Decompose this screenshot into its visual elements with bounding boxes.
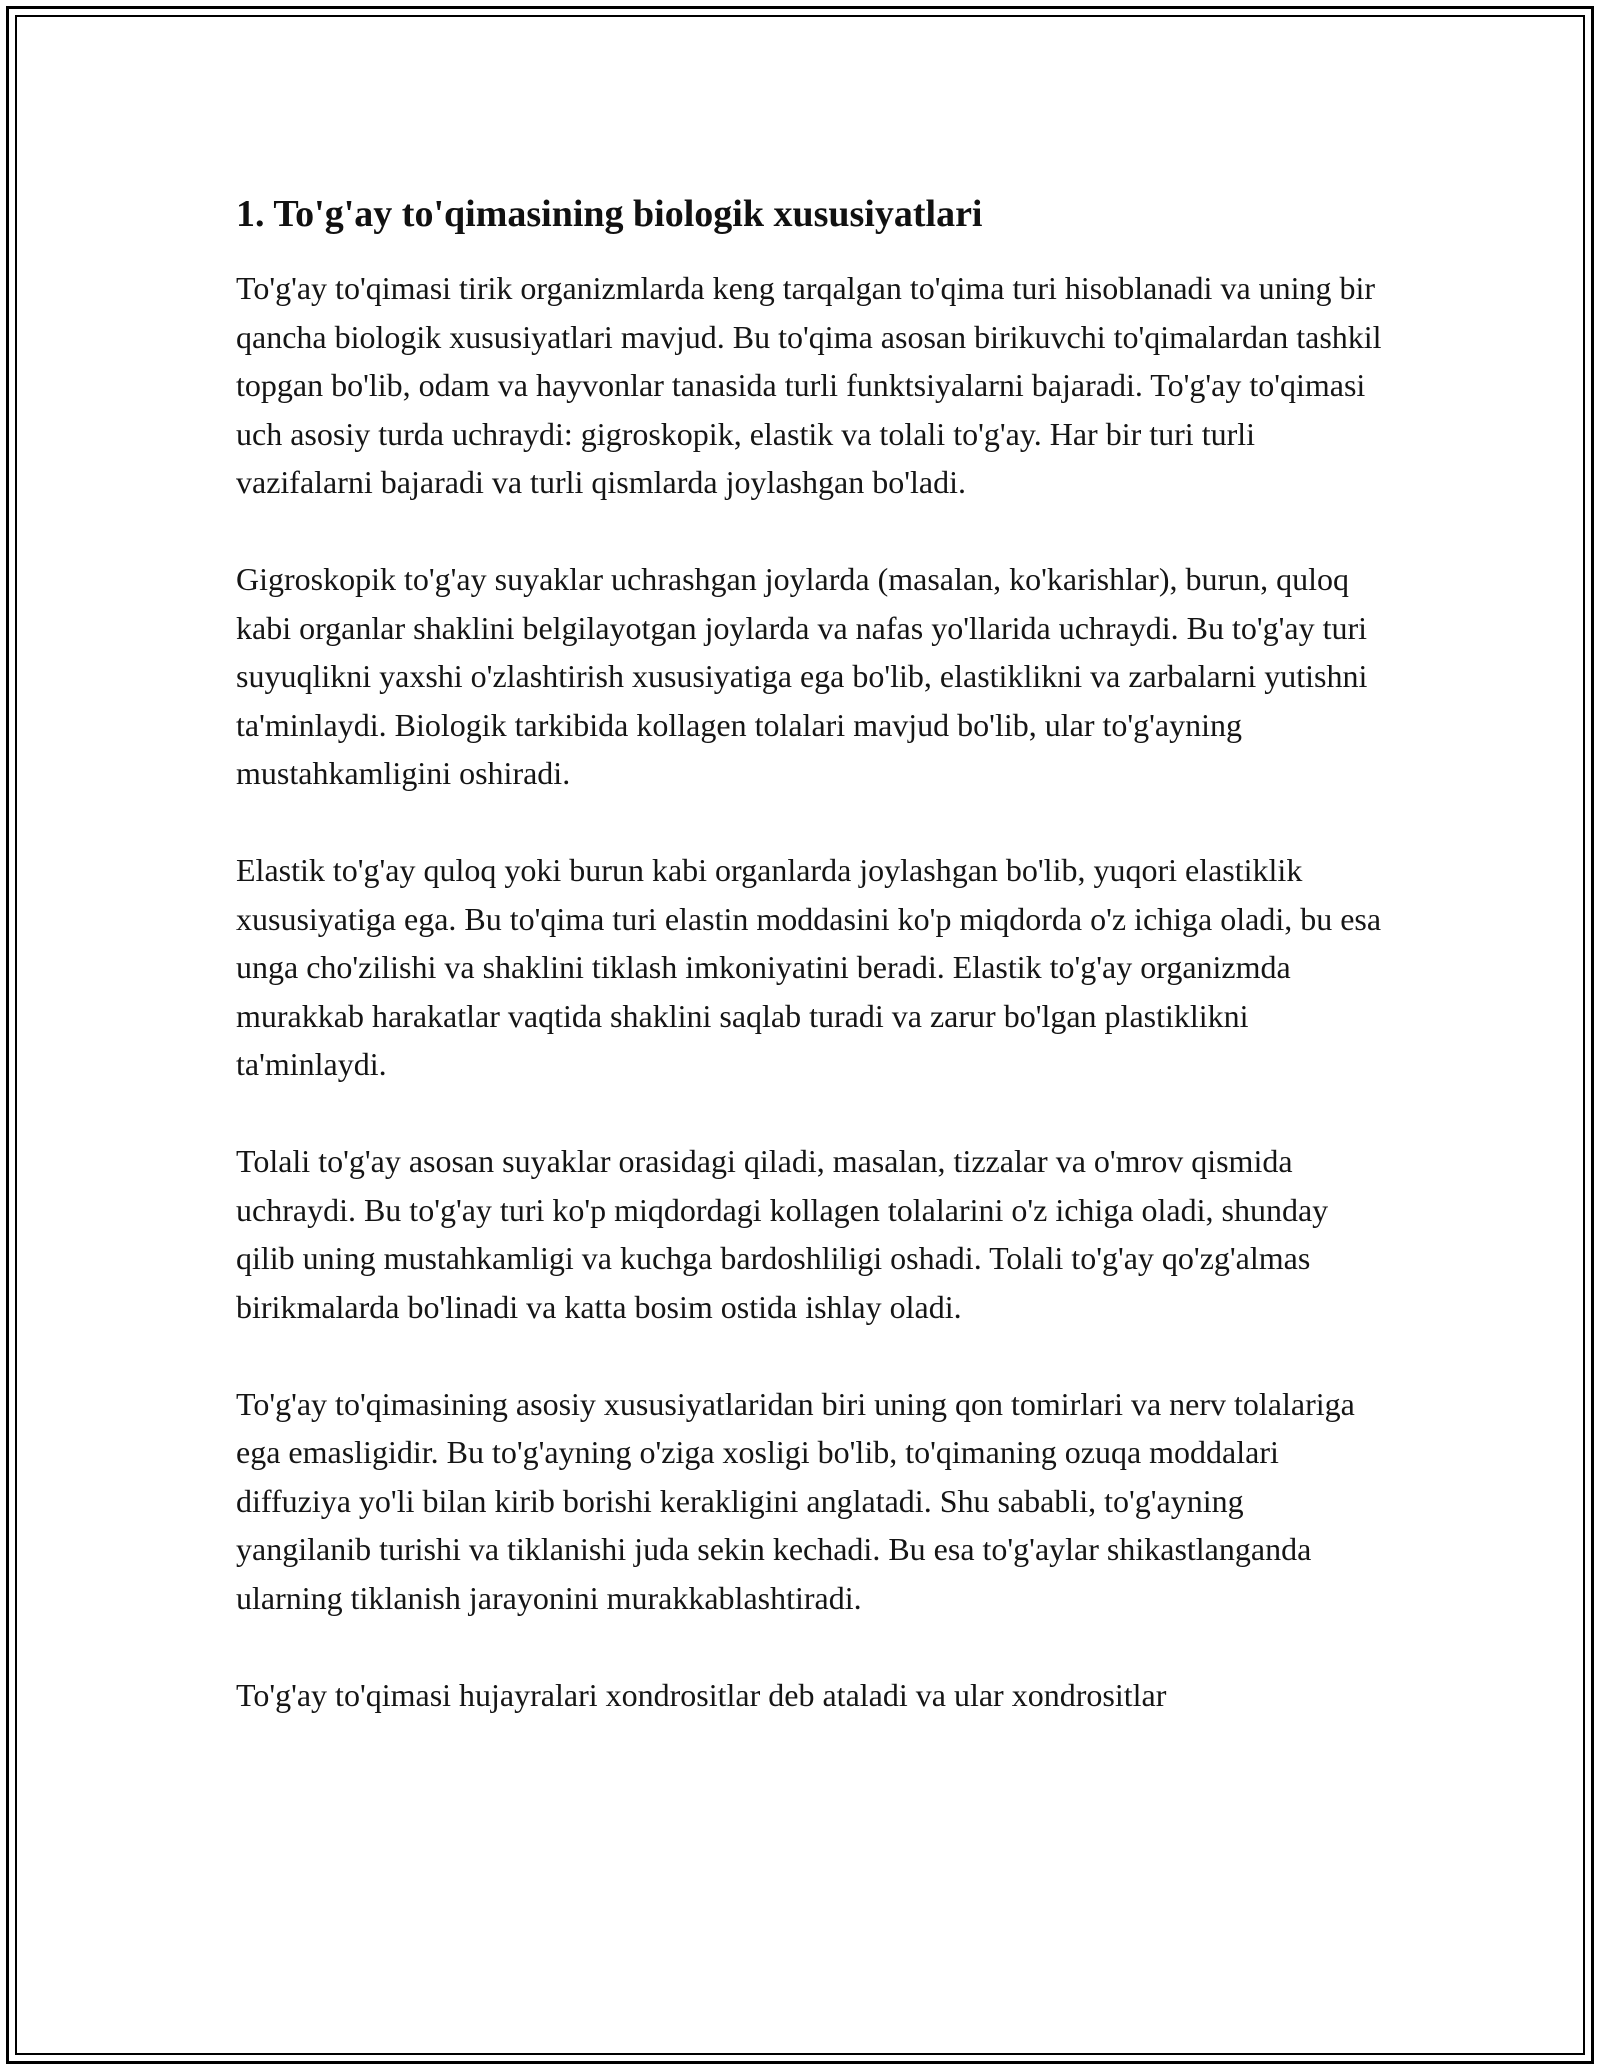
paragraph-properties: To'g'ay to'qimasining asosiy xususiyatlaridan biri uning qon tomirlari va nerv tolalariga ega emasligidir. Bu to'g'ayning o'ziga xosligi bo'lib, to'qimaning ozuqa moddalari diffuziya yo'li bilan kirib borishi kerakligini anglatadi. Shu sababli, to'g'ayning yangilanib turishi va tiklanishi juda sekin kechadi. Bu esa to'g'aylar shikastlanganda ularning tiklanish jarayonini murakkablashtiradi.: [236, 1385, 1355, 1616]
paragraph-tolali: Tolali to'g'ay asosan suyaklar orasidagi qiladi, masalan, tizzalar va o'mrov qismida uchraydi. Bu to'g'ay turi ko'p miqdordagi kollagen tolalarini o'z ichiga oladi, shunday qilib uning mustahkamligi va kuchga bardoshliligi oshadi. Tolali to'g'ay qo'zg'almas birikmalarda bo'linadi va katta bosim ostida ishlay oladi.: [236, 1143, 1329, 1325]
section-heading: 1. To'g'ay to'qimasining biologik xususiyatlari: [236, 193, 983, 235]
paragraph-intro: To'g'ay to'qimasi tirik organizmlarda keng tarqalgan to'qima turi hisoblanadi va uning bir qancha biologik xususiyatlari mavjud. Bu to'qima asosan birikuvchi to'qimalardan tashkil topgan bo'lib, odam va hayvonlar tanasida turli funktsiyalarni bajaradi. To'g'ay to'qimasi uch asosiy turda uchraydi: gigroskopik, elastik va tolali to'g'ay. Har bir turi turli vazifalarni bajaradi va turli qismlarda joylashgan bo'ladi.: [236, 270, 1382, 500]
paragraph-elastik: Elastik to'g'ay quloq yoki burun kabi organlarda joylashgan bo'lib, yuqori elastiklik xususiyatiga ega. Bu to'qima turi elastin moddasini ko'p miqdorda o'z ichiga oladi, bu esa unga cho'zilishi va shaklini tiklash imkoniyatini beradi. Elastik to'g'ay organizmda murakkab harakatlar vaqtida shaklini saqlab turadi va zarur bo'lgan plastiklikni ta'minlaydi.: [236, 852, 1382, 1082]
paragraph-gigroskopik: Gigroskopik to'g'ay suyaklar uchrashgan joylarda (masalan, ko'karishlar), burun, quloq kabi organlar shaklini belgilayotgan joylarda va nafas yo'llarida uchraydi. Bu to'g'ay turi suyuqlikni yaxshi o'zlashtirish xususiyatiga ega bo'lib, elastiklikni va zarbalarni yutishni ta'minlaydi. Biologik tarkibida kollagen tolalari mavjud bo'lib, ular to'g'ayning mustahkamligini oshiradi.: [236, 561, 1368, 791]
paragraph-xondrositlar: To'g'ay to'qimasi hujayralari xondrositlar deb ataladi va ular xondrositlar: [236, 1676, 1167, 1713]
document-body: [236, 190, 1386, 1719]
